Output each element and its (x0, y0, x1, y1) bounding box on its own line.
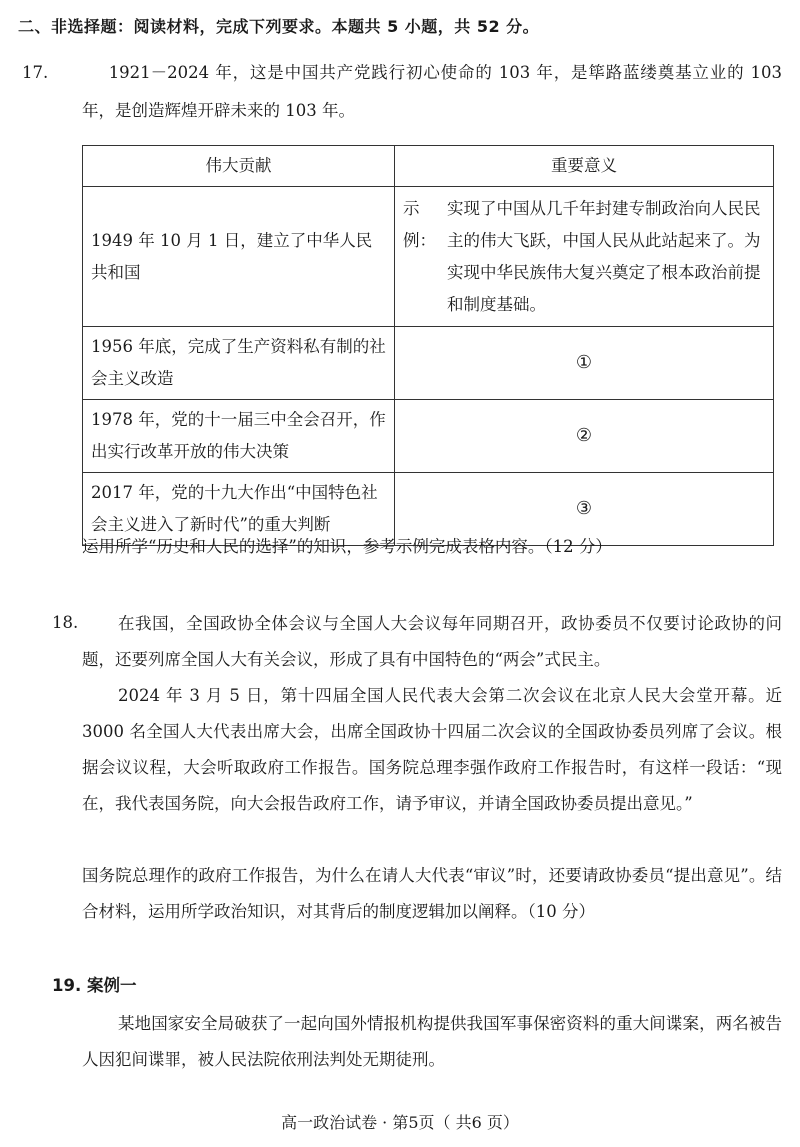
q19-header (52, 972, 136, 996)
table-row (83, 327, 774, 400)
contribution-cell: 2017 年，党的十九大作出“中国特色社会主义进入了新时代”的重大判断 (83, 473, 395, 546)
q17-task: 运用所学“历史和人民的选择”的知识，参考示例完成表格内容。（12 分） (82, 537, 612, 556)
contribution-cell: 1949 年 10 月 1 日，建立了中华人民共和国 (83, 187, 395, 327)
table-header-significance: 重要意义 (395, 146, 774, 187)
table-row (83, 187, 774, 327)
answer-blank-1: ① (395, 327, 774, 400)
significance-cell (395, 187, 774, 327)
example-text: 实现了中国从几千年封建专制政治向人民民主的伟大飞跃，中国人民从此站起来了。为实现中华民族伟大复兴奠定了根本政治前提和制度基础。 (447, 198, 761, 314)
q18-para1: 在我国，全国政协全体会议与全国人大会议每年同期召开，政协委员不仅要讨论政协的问题，还要列席全国人大有关会议，形成了具有中国特色的“两会”式民主。 (82, 614, 782, 669)
section-title: 二、非选择题：阅读材料，完成下列要求。本题共 5 小题，共 52 分。 (18, 17, 540, 36)
q19-case-title: 案例一 (86, 976, 137, 995)
answer-blank-3: ③ (395, 473, 774, 546)
table-header-contribution: 伟大贡献 (83, 146, 395, 187)
contribution-cell: 1978 年，党的十一届三中全会召开，作出实行改革开放的伟大决策 (83, 400, 395, 473)
table-row (83, 400, 774, 473)
q19-number: 19. (52, 976, 82, 995)
contribution-cell: 1956 年底，完成了生产资料私有制的社会主义改造 (83, 327, 395, 400)
q19-para1: 某地国家安全局破获了一起向国外情报机构提供我国军事保密资料的重大间谍案，两名被告人因犯间谍罪，被人民法院依刑法判处无期徒刑。 (82, 1014, 782, 1069)
q17-intro-block (22, 54, 783, 130)
q18-task: 国务院总理作的政府工作报告，为什么在请人大代表“审议”时，还要请政协委员“提出意见”。结合材料，运用所学政治知识，对其背后的制度逻辑加以阐释。（10 分） (82, 866, 782, 921)
q17-intro: 1921－2024 年，这是中国共产党践行初心使命的 103 年，是筚路蓝缕奠基立业的 103 年，是创造辉煌开辟未来的 103 年。 (82, 63, 783, 120)
contribution-table (82, 145, 774, 546)
page-footer: 高一政治试卷 · 第5页（ 共6 页） (281, 1113, 519, 1132)
q18-para2: 2024 年 3 月 5 日，第十四届全国人民代表大会第二次会议在北京人民大会堂开幕。近 3000 名全国人大代表出席大会，出席全国政协十四届二次会议的全国政协委员列席了会议。根据会议议程，大会听取政府工作报告。国务院总理李强作政府工作报告时，有这样一段话：“现在，我代表国务院，向大会报告政府工作，请予审议，并请全国政协委员提出意见。” (82, 686, 782, 813)
example-label: 示例： (403, 198, 436, 250)
q18-number: 18. (52, 613, 79, 632)
answer-blank-2: ② (395, 400, 774, 473)
q17-number: 17. (22, 63, 49, 82)
